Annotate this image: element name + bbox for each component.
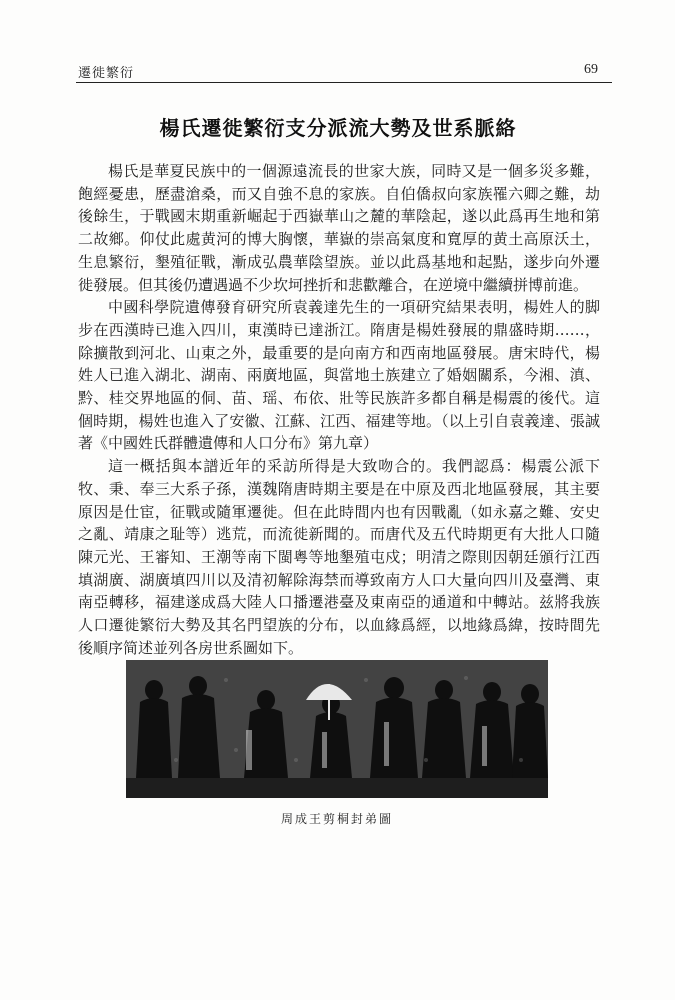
running-head xyxy=(78,62,598,82)
paragraph-2: 中國科學院遺傳發育研究所袁義達先生的一項研究結果表明，楊姓人的脚步在西漢時已進入四川，東漢時已達浙江。隋唐是楊姓發展的鼎盛時期……，除擴散到河北、山東之外，最重要的是向南方和西南地區發展。唐宋時代，楊姓人已進入湖北、湖南、兩廣地區，與當地土族建立了婚姻關系，今湘、滇、黔、桂交界地區的侗、苗、瑶、布依、壯等民族許多都自稱是楊震的後代。這個時期，楊姓也進入了安徽、江蘇、江西、福建等地。（以上引自袁義達、張誠著《中國姓氏群體遺傳和人口分布》第九章） xyxy=(78,298,600,453)
section-title: 楊氏遷徙繁衍支分派流大勢及世系脈絡 xyxy=(159,116,517,140)
illustration-image xyxy=(126,660,548,798)
paragraph-3: 這一概括與本譜近年的采訪所得是大致吻合的。我們認爲：楊震公派下牧、秉、奉三大系子孫，漢魏隋唐時期主要是在中原及西北地區發展，其主要原因是仕宦，征戰或隨軍遷徙。但在此時間内也有因戰亂（如永嘉之難、安史之亂、靖康之耻等）逃荒，而流徙新聞的。而唐代及五代時期更有大批人口隨陳元光、王審知、王潮等南下閩粵等地墾殖屯戍；明清之際則因朝廷頒行江西填湖廣、湖廣填四川以及清初解除海禁而導致南方人口大量向四川及臺灣、東南亞轉移，福建遂成爲大陸人口播遷港臺及東南亞的通道和中轉站。兹將我族人口遷徙繁衍大勢及其名門望族的分布，以血緣爲經，以地緣爲緯，按時間先後順序简述並列各房世系圖如下。 xyxy=(78,457,600,657)
running-head-title: 遷徙繁衍 xyxy=(78,66,135,81)
figure-caption: 周成王剪桐封弟圖 xyxy=(280,812,393,826)
header-rule xyxy=(76,82,612,83)
paragraph-1: 楊氏是華夏民族中的一個源遠流長的世家大族，同時又是一個多災多難，飽經憂患，歷盡滄桑，而又自強不息的家族。自伯僑叔向家族罹六卿之難，劫後餘生，于戰國末期重新崛起于西嶽華山之麓的華陰起，遂以此爲再生地和第二故鄉。仰仗此處黄河的博大胸懷，華嶽的崇高氣度和寬厚的黄土高原沃土，生息繁衍，墾殖征戰，漸成弘農華陰望族。並以此爲基地和起點，遂步向外遷徙發展。但其後仍遭遇過不少坎坷挫折和悲歡離合，在逆境中繼續拼博前進。 xyxy=(78,162,600,294)
body-text xyxy=(78,160,600,659)
page-number: 69 xyxy=(584,62,598,77)
illustration-drawing xyxy=(126,660,548,798)
